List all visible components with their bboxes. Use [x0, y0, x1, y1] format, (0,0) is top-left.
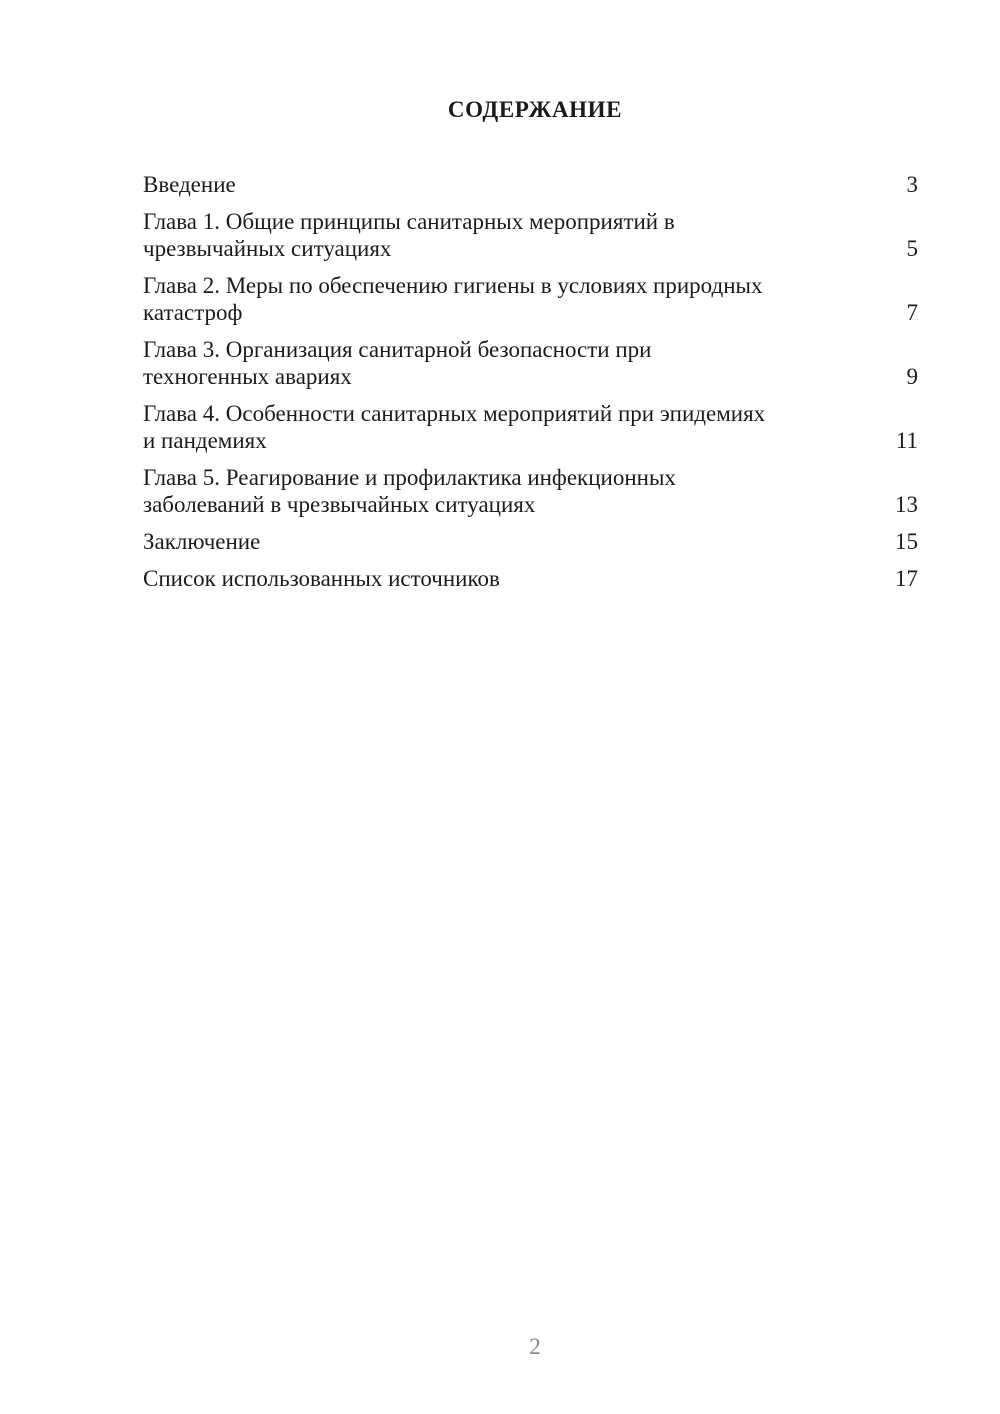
page-number: 2	[529, 1334, 541, 1359]
toc-entry-title-line: катастроф	[143, 300, 243, 325]
toc-entry-page-number: 17	[895, 566, 918, 591]
toc-entry-chapter-3	[143, 336, 918, 390]
toc-entry-title	[143, 336, 651, 390]
toc-entry-title-line: Глава 5. Реагирование и профилактика инфекционных	[143, 465, 676, 490]
toc-entry-page-number: 7	[906, 300, 918, 325]
toc-entry-references	[143, 565, 918, 592]
toc-entry-chapter-1	[143, 208, 918, 262]
toc-entry-chapter-4	[143, 400, 918, 454]
toc-entry-title	[143, 565, 500, 592]
toc-entry-page-number: 15	[895, 529, 918, 554]
toc-entry-page-number: 3	[906, 172, 918, 197]
toc-entry-page-number: 13	[895, 492, 918, 517]
toc-entry-title-line: Глава 3. Организация санитарной безопасности при	[143, 337, 652, 362]
toc-entry-title-line: и пандемиях	[143, 428, 267, 453]
toc-entry-page-number: 9	[906, 364, 918, 389]
toc-entry-title	[143, 464, 676, 518]
toc-entry-page-number: 11	[895, 428, 918, 453]
toc-entry-title	[143, 272, 762, 326]
toc-entry-title	[143, 208, 675, 262]
toc-entry-title-line: заболеваний в чрезвычайных ситуациях	[143, 492, 536, 517]
toc-entry-title	[143, 528, 260, 555]
toc-entry-title	[143, 400, 765, 454]
toc-entry-title-line: техногенных авариях	[143, 364, 352, 389]
toc-entry-title-line: чрезвычайных ситуациях	[143, 236, 392, 261]
table-of-contents	[143, 171, 918, 602]
toc-entry-title-line: Введение	[143, 172, 236, 197]
page-title: СОДЕРЖАНИЕ	[447, 97, 623, 122]
toc-entry-conclusion	[143, 528, 918, 555]
toc-entry-title	[143, 171, 236, 198]
toc-entry-introduction	[143, 171, 918, 198]
toc-entry-page-number: 5	[906, 236, 918, 261]
toc-entry-title-line: Список использованных источников	[143, 566, 500, 591]
toc-entry-chapter-5	[143, 464, 918, 518]
toc-entry-title-line: Глава 4. Особенности санитарных мероприятий при эпидемиях	[143, 401, 766, 426]
toc-entry-title-line: Глава 2. Меры по обеспечению гигиены в условиях природных	[143, 273, 763, 298]
toc-entry-chapter-2	[143, 272, 918, 326]
toc-entry-title-line: Глава 1. Общие принципы санитарных мероприятий в	[143, 209, 675, 234]
toc-entry-title-line: Заключение	[143, 529, 261, 554]
